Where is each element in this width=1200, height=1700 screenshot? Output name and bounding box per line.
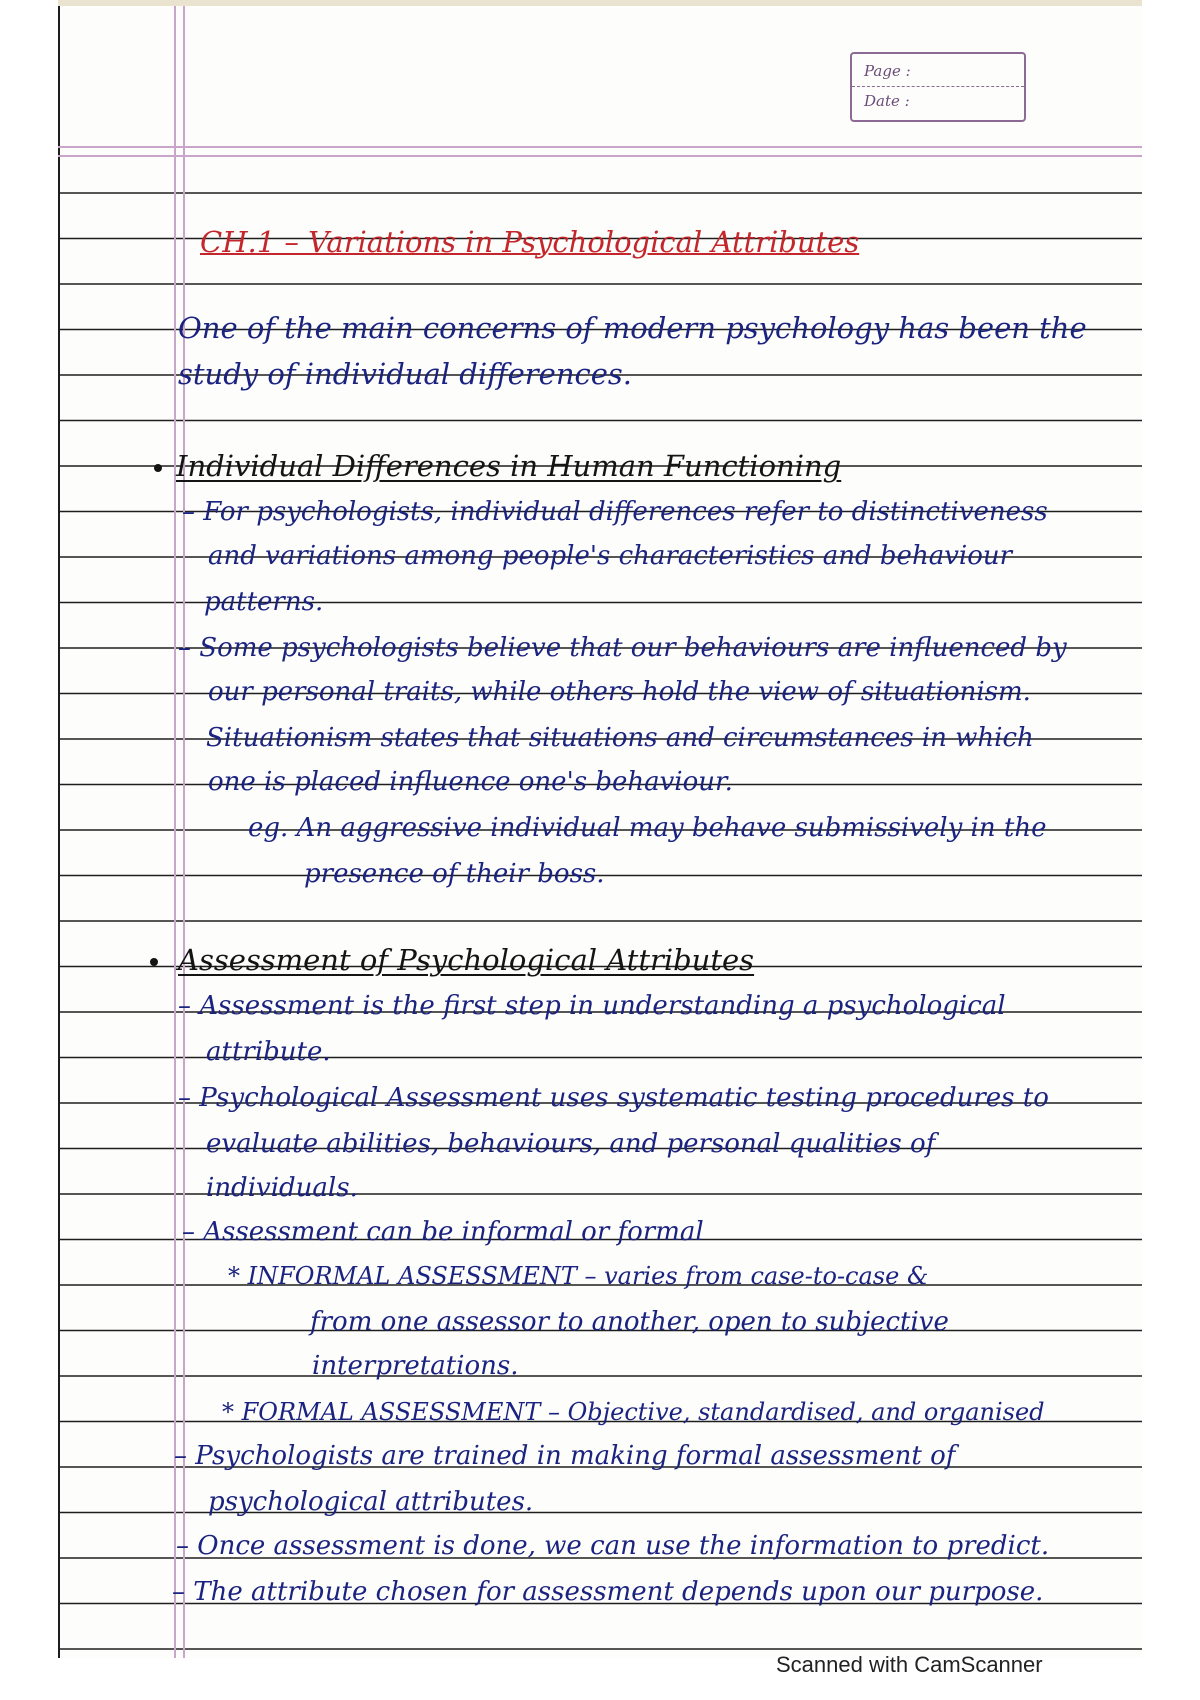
bullet-dot: [150, 958, 158, 966]
note-line: – Psychologists are trained in making formal assessment of: [174, 1441, 956, 1471]
notebook-page: [58, 0, 1142, 1658]
note-line: Situationism states that situations and circumstances in which: [206, 723, 1034, 753]
note-line: – For psychologists, individual differences refer to distinctiveness: [182, 497, 1048, 527]
intro-line-2: study of individual differences.: [178, 357, 633, 391]
note-line: – Once assessment is done, we can use the information to predict.: [176, 1531, 1050, 1561]
header-separator: [58, 146, 1142, 157]
note-line: evaluate abilities, behaviours, and personal qualities of: [206, 1129, 936, 1159]
note-line: from one assessor to another, open to subjective: [310, 1307, 949, 1337]
intro-line-1: One of the main concerns of modern psychology has been the: [178, 311, 1087, 345]
note-line: – Some psychologists believe that our behaviours are influenced by: [178, 633, 1067, 663]
note-line: psychological attributes.: [208, 1487, 534, 1517]
note-line: patterns.: [204, 587, 324, 617]
note-line: – The attribute chosen for assessment depends upon our purpose.: [172, 1577, 1044, 1607]
page-date-box: [850, 52, 1026, 122]
note-line: interpretations.: [312, 1351, 519, 1381]
note-line: – Psychological Assessment uses systematic testing procedures to: [178, 1083, 1049, 1113]
page-label: Page :: [864, 62, 911, 80]
note-line: – Assessment is the first step in understanding a psychological: [178, 991, 1006, 1021]
page-date-divider: [852, 86, 1024, 87]
note-line: and variations among people's characteristics and behaviour: [208, 541, 1013, 571]
bullet-dot: [154, 464, 162, 472]
note-line: – Assessment can be informal or formal: [182, 1217, 704, 1247]
margin-line: [174, 6, 185, 1658]
note-line: our personal traits, while others hold the view of situationism.: [208, 677, 1031, 707]
date-label: Date :: [864, 92, 910, 110]
note-line: attribute.: [206, 1037, 331, 1067]
example-line: presence of their boss.: [304, 859, 605, 889]
section-heading-assessment: Assessment of Psychological Attributes: [178, 943, 755, 977]
note-line: one is placed influence one's behaviour.: [208, 767, 733, 797]
example-line: eg. An aggressive individual may behave submissively in the: [248, 813, 1047, 843]
chapter-title: CH.1 – Variations in Psychological Attributes: [200, 225, 860, 259]
scanner-watermark: Scanned with CamScanner: [776, 1652, 1043, 1677]
note-line: individuals.: [206, 1173, 358, 1203]
section-heading-individual-differences: Individual Differences in Human Functioning: [176, 449, 842, 483]
informal-assessment-line: * INFORMAL ASSESSMENT – varies from case-to-case &: [228, 1262, 929, 1290]
formal-assessment-line: * FORMAL ASSESSMENT – Objective, standardised, and organised: [222, 1398, 1045, 1426]
